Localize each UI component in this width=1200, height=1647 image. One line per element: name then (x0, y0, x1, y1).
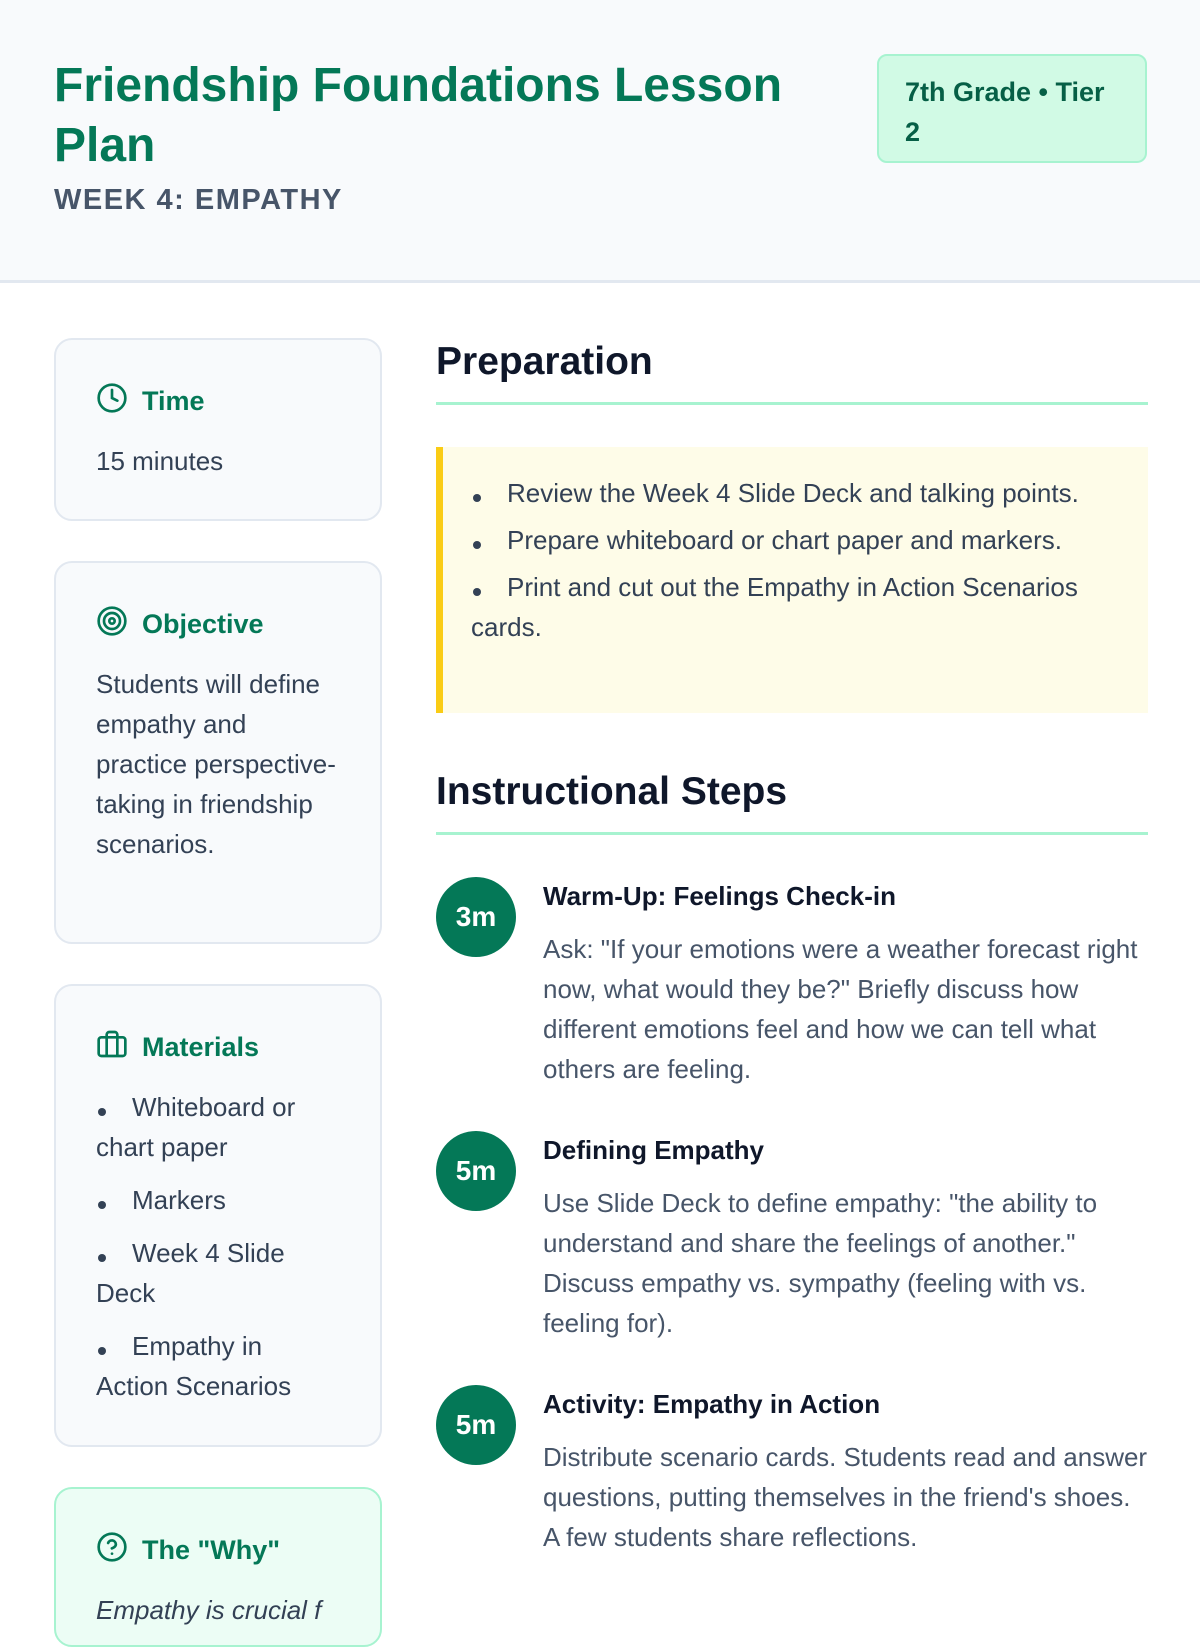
list-item: Week 4 Slide Deck (96, 1238, 285, 1308)
step-title: Activity: Empathy in Action (543, 1389, 881, 1419)
page-subtitle: WEEK 4: EMPATHY (54, 184, 343, 216)
why-label: The "Why" (142, 1535, 281, 1565)
step-description: Use Slide Deck to define empathy: "the ability to understand and share the feelings of another." Discuss empathy vs. sympathy (feeling with vs. feeling for). (543, 1188, 1098, 1338)
list-item: Empathy in Action Scenarios (96, 1331, 292, 1401)
time-card (54, 338, 382, 521)
time-label: Time (142, 386, 205, 416)
step-description: Ask: "If your emotions were a weather forecast right now, what would they be?" Briefly discuss how different emotions feel and how we can tell what others are feeling. (543, 934, 1138, 1084)
target-icon (96, 605, 128, 644)
preparation-heading: Preparation (436, 340, 1148, 405)
instructional-steps-heading: Instructional Steps (436, 770, 1148, 835)
list-item: Prepare whiteboard or chart paper and markers. (507, 525, 1062, 555)
grade-tier-badge: 7th Grade • Tier 2 (877, 54, 1147, 163)
step-title: Defining Empathy (543, 1135, 765, 1165)
step-title: Warm-Up: Feelings Check-in (543, 881, 896, 911)
time-value: 15 minutes (96, 446, 224, 476)
materials-card (54, 984, 382, 1447)
page-title: Friendship Foundations Lesson Plan (54, 59, 783, 172)
step-duration-badge: 5m (436, 1131, 516, 1211)
preparation-box (436, 447, 1148, 713)
objective-card-header (96, 605, 340, 644)
step-description: Distribute scenario cards. Students read and answer questions, putting themselves in the friend's shoes. A few students share reflections. (543, 1442, 1148, 1552)
clock-icon (96, 382, 128, 421)
time-card-header (96, 382, 340, 421)
materials-card-header (96, 1028, 340, 1067)
step-duration-badge: 5m (436, 1385, 516, 1465)
why-card-header (96, 1531, 340, 1570)
list-item: Markers (132, 1185, 226, 1215)
objective-text: Students will define empathy and practice perspective-taking in friendship scenarios. (96, 669, 336, 859)
list-item: Whiteboard or chart paper (96, 1092, 296, 1162)
briefcase-icon (96, 1028, 128, 1067)
list-item: Review the Week 4 Slide Deck and talking points. (507, 478, 1079, 508)
materials-list (96, 1087, 340, 1406)
question-circle-icon (96, 1531, 128, 1570)
list-item: Print and cut out the Empathy in Action Scenarios cards. (471, 572, 1078, 642)
objective-label: Objective (142, 609, 264, 639)
why-card (54, 1487, 382, 1647)
preparation-list (471, 473, 1120, 647)
page-header (0, 0, 1200, 283)
why-text: Empathy is crucial f (96, 1595, 322, 1625)
step-duration-badge: 3m (436, 877, 516, 957)
objective-card (54, 561, 382, 944)
materials-label: Materials (142, 1032, 260, 1062)
